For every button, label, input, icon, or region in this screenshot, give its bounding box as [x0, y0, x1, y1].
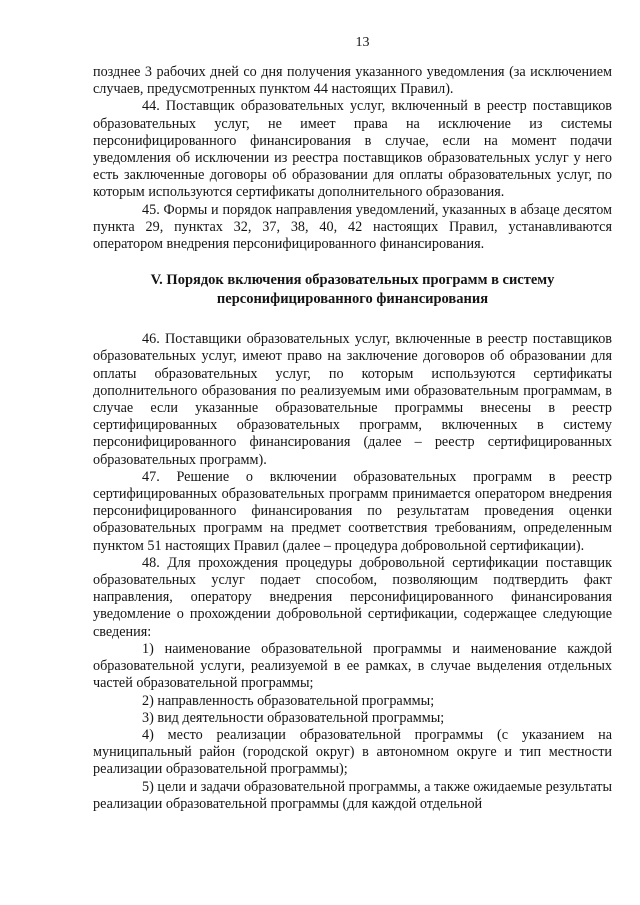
paragraph-46: 46. Поставщики образовательных услуг, включенные в реестр поставщиков образовательных услуг, имеют право на заключение договоров об образовании для оплаты образовательных услуг, по которым используются сертификаты дополнительного образования по реализуемым ими образовательным программам, в случае если указанные образовательные программы внесены в реестр сертифицированных образовательных программ, включенных в систему персонифицированного финансирования (далее – реестр сертифицированных образовательных программ).	[93, 331, 612, 468]
paragraph-continuation: позднее 3 рабочих дней со дня получения указанного уведомления (за исключением случаев, предусмотренных пунктом 44 настоящих Правил).	[93, 64, 612, 98]
paragraph-44: 44. Поставщик образовательных услуг, включенный в реестр поставщиков образовательных услуг, не имеет права на исключение из системы персонифицированного финансирования в случае, если на момент подачи уведомления об исключении из реестра поставщиков образовательных услуг у него есть заключенные договоры об образовании для оплаты образовательных услуг, по которым используются сертификаты дополнительного образования.	[93, 98, 612, 201]
section-heading: V. Порядок включения образовательных программ в систему персонифицированного финансирования	[150, 272, 555, 308]
list-item-1: 1) наименование образовательной программы и наименование каждой образовательной услуги, реализуемой в ее рамках, в случае выделения отдельных частей образовательной программы;	[93, 640, 612, 692]
paragraph-47: 47. Решение о включении образовательных программ в реестр сертифицированных образовательных программ принимается оператором внедрения персонифицированного финансирования по результатам проведения оценки образовательных программ на предмет соответствия требованиям, определенным пунктом 51 настоящих Правил (далее – процедура добровольной сертификации).	[93, 468, 612, 554]
list-item-2: 2) направленность образовательной программы;	[142, 692, 435, 709]
paragraph-48: 48. Для прохождения процедуры добровольной сертификации поставщик образовательных услуг подает способом, позволяющим подтвердить факт направления, оператору внедрения персонифицированного финансирования уведомление о прохождении добровольной сертификации, содержащее следующие сведения:	[93, 554, 612, 640]
list-item-4: 4) место реализации образовательной программы (с указанием на муниципальный район (городской округ) в автономном округе и тип местности реализации образовательной программы);	[93, 726, 612, 778]
page-number: 13	[355, 35, 370, 50]
list-item-5: 5) цели и задачи образовательной программы, а также ожидаемые результаты реализации образовательной программы (для каждой отдельной	[93, 778, 612, 812]
list-item-3: 3) вид деятельности образовательной программы;	[142, 709, 445, 726]
paragraph-45: 45. Формы и порядок направления уведомлений, указанных в абзаце десятом пункта 29, пунктах 32, 37, 38, 40, 42 настоящих Правил, устанавливаются оператором внедрения персонифицированного финансирования.	[93, 201, 612, 253]
